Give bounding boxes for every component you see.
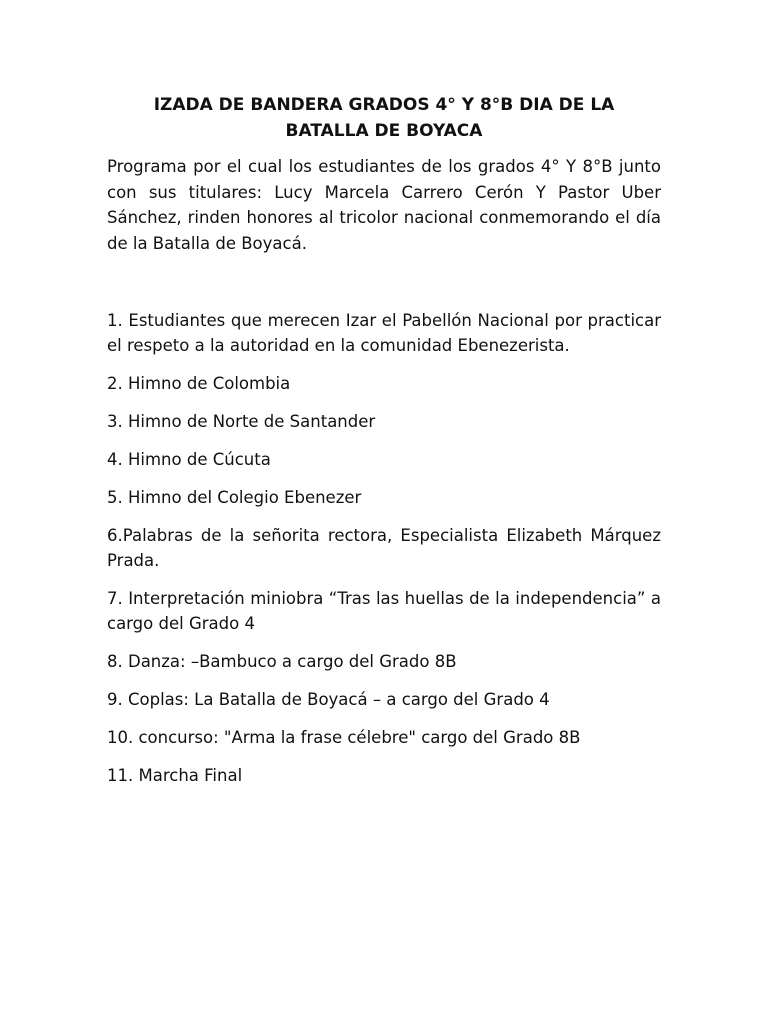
program-item: 3. Himno de Norte de Santander [107,412,376,431]
document-page [107,92,661,801]
title-line-1: IZADA DE BANDERA GRADOS 4° Y 8°B DIA DE LA [153,95,615,115]
program-item: 8. Danza: –Bambuco a cargo del Grado 8B [107,652,457,671]
program-item: 11. Marcha Final [107,766,243,785]
program-item: 9. Coplas: La Batalla de Boyacá – a cargo del Grado 4 [107,690,550,709]
document-title [107,92,661,144]
intro-paragraph: Programa por el cual los estudiantes de los grados 4° Y 8°B junto con sus titulares: Lucy Marcela Carrero Cerón Y Pastor Uber Sánchez, rinden honores al tricolor nacional conmemorando el día de la Batalla de Boyacá. [107,157,661,253]
program-item: 10. concurso: "Arma la frase célebre" cargo del Grado 8B [107,728,581,747]
program-item: 6.Palabras de la señorita rectora, Especialista Elizabeth Márquez Prada. [107,526,661,570]
title-line-2: BATALLA DE BOYACA [285,121,483,141]
program-item: 5. Himno del Colegio Ebenezer [107,488,362,507]
program-list [107,308,661,788]
program-item: 2. Himno de Colombia [107,374,291,393]
program-item: 7. Interpretación miniobra “Tras las huellas de la independencia” a cargo del Grado 4 [107,589,661,633]
program-item: 1. Estudiantes que merecen Izar el Pabellón Nacional por practicar el respeto a la autoridad en la comunidad Ebenezerista. [107,311,661,355]
program-item: 4. Himno de Cúcuta [107,450,271,469]
